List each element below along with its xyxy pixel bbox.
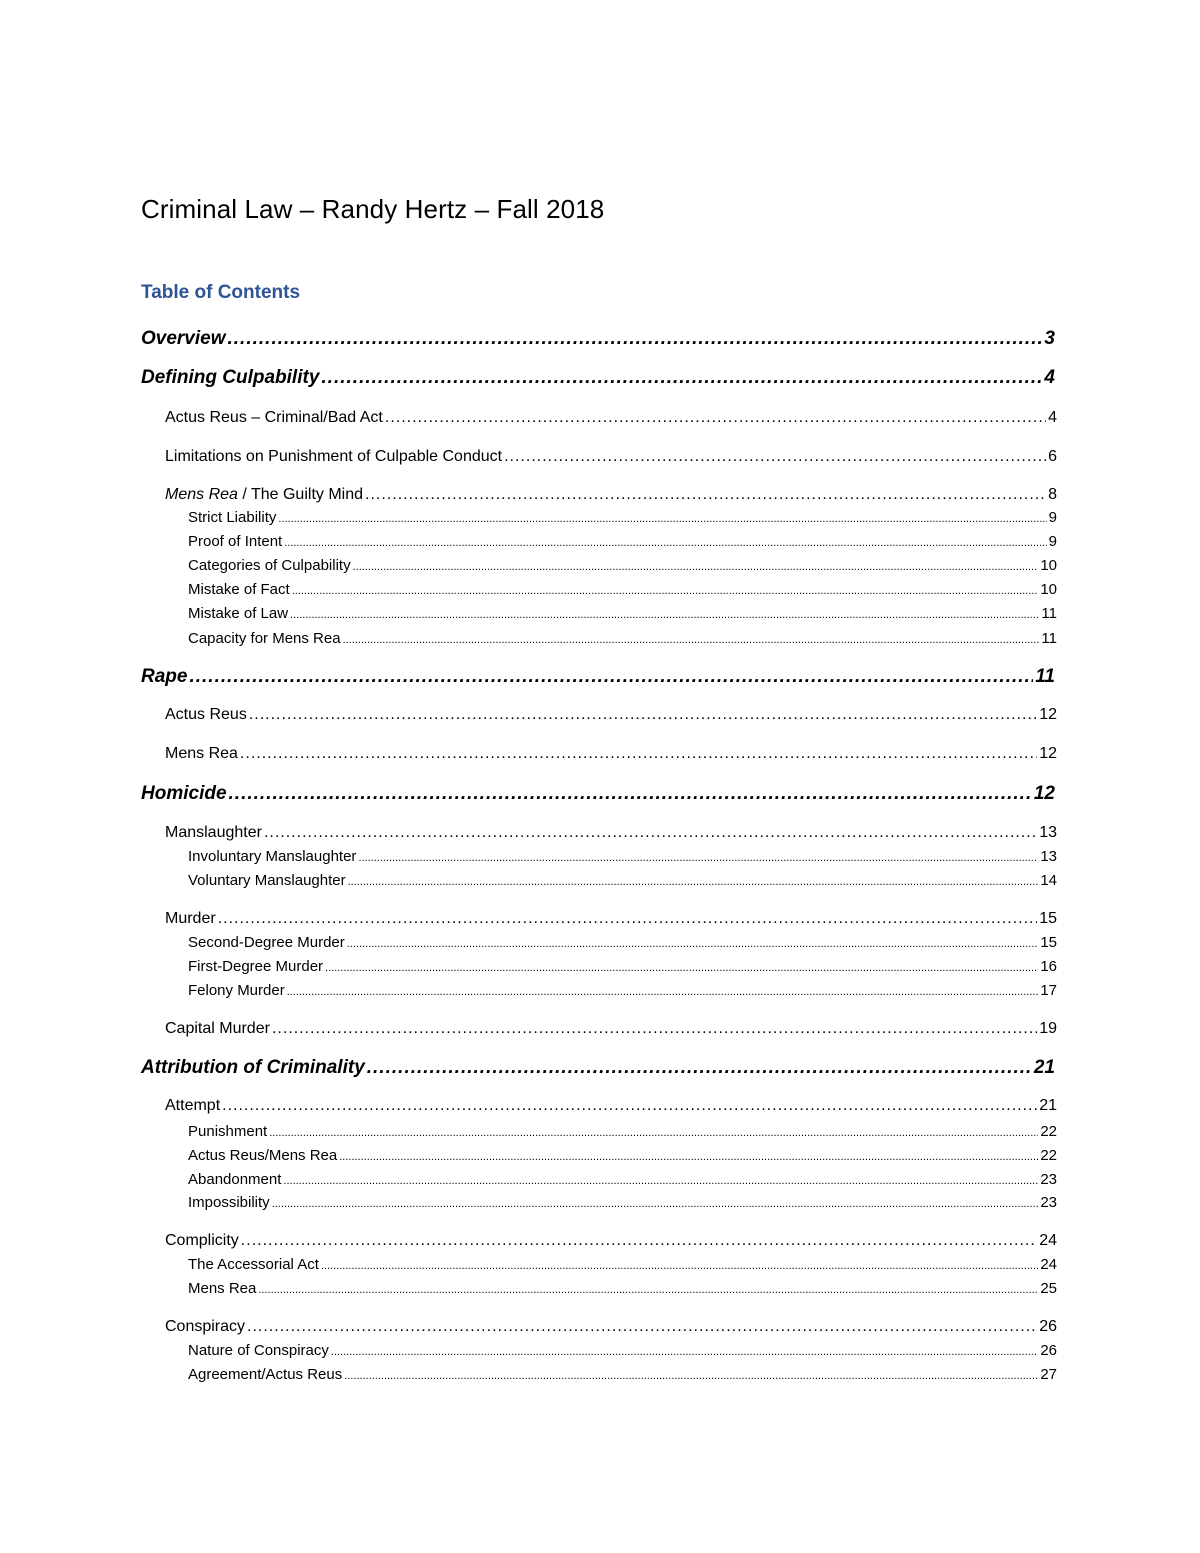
toc-heading: Table of Contents xyxy=(141,282,301,303)
toc-entry-label-rest: / The Guilty Mind xyxy=(237,486,364,503)
toc-dot-leader xyxy=(321,1260,1038,1272)
toc-dot-leader xyxy=(247,1318,1037,1336)
toc-dot-leader xyxy=(325,962,1038,974)
toc-page-number: 15 xyxy=(1040,934,1057,951)
toc-page-number: 11 xyxy=(1041,605,1057,622)
toc-page-number: 16 xyxy=(1040,958,1057,975)
toc-dot-leader xyxy=(218,910,1038,928)
toc-entry[interactable] xyxy=(165,706,1057,724)
toc-page-number: 13 xyxy=(1039,824,1057,841)
toc-page-number: 10 xyxy=(1040,557,1057,574)
toc-entry[interactable] xyxy=(165,486,1057,504)
toc-page-number: 22 xyxy=(1040,1123,1057,1140)
toc-entry-label: Nature of Conspiracy xyxy=(188,1342,329,1359)
toc-page-number: 13 xyxy=(1040,848,1057,865)
toc-entry[interactable] xyxy=(165,910,1057,928)
toc-page-number: 4 xyxy=(1048,409,1057,426)
toc-dot-leader xyxy=(358,852,1038,864)
toc-dot-leader xyxy=(222,1097,1037,1115)
toc-dot-leader xyxy=(343,634,1040,646)
toc-entry-label: Capital Murder xyxy=(165,1020,270,1037)
toc-entry-label: Defining Culpability xyxy=(141,367,320,388)
toc-entry-label: Abandonment xyxy=(188,1171,282,1188)
toc-entry-label: Actus Reus/Mens Rea xyxy=(188,1147,338,1164)
toc-dot-leader xyxy=(365,486,1046,504)
toc-entry[interactable] xyxy=(188,958,1057,975)
toc-dot-leader xyxy=(249,706,1037,724)
toc-entry[interactable] xyxy=(188,1256,1057,1273)
toc-page-number: 11 xyxy=(1041,630,1057,647)
toc-page-number: 10 xyxy=(1040,581,1057,598)
document-title: Criminal Law – Randy Hertz – Fall 2018 xyxy=(141,194,605,224)
toc-entry[interactable] xyxy=(165,409,1057,427)
toc-page-number: 8 xyxy=(1048,486,1057,503)
toc-page-number: 26 xyxy=(1039,1318,1057,1335)
toc-entry[interactable] xyxy=(141,666,1055,688)
toc-dot-leader xyxy=(278,513,1046,525)
toc-entry[interactable] xyxy=(141,1057,1055,1079)
toc-entry[interactable] xyxy=(188,1342,1057,1359)
toc-dot-leader xyxy=(348,876,1039,888)
toc-entry-label: Punishment xyxy=(188,1123,268,1140)
toc-entry[interactable] xyxy=(165,1097,1057,1115)
toc-page-number: 23 xyxy=(1040,1171,1057,1188)
toc-entry-label: Agreement/Actus Reus xyxy=(188,1366,343,1383)
toc-dot-leader xyxy=(240,745,1037,763)
toc-entry[interactable] xyxy=(165,1232,1057,1250)
toc-entry-label: Rape xyxy=(141,666,188,687)
toc-entry[interactable] xyxy=(188,1123,1057,1140)
toc-page-number: 9 xyxy=(1048,533,1057,550)
toc-entry-label: Strict Liability xyxy=(188,509,277,526)
toc-entry-label: Limitations on Punishment of Culpable Conduct xyxy=(165,448,503,465)
toc-dot-leader xyxy=(241,1232,1037,1250)
toc-dot-leader xyxy=(339,1151,1038,1163)
toc-entry-label: Mistake of Law xyxy=(188,605,289,622)
toc-dot-leader xyxy=(258,1284,1038,1296)
toc-dot-leader xyxy=(272,1198,1039,1210)
toc-page-number: 19 xyxy=(1039,1020,1057,1037)
toc-entry-label: Second-Degree Murder xyxy=(188,934,345,951)
toc-dot-leader xyxy=(290,609,1039,621)
toc-dot-leader xyxy=(189,666,1033,688)
toc-entry-label: Impossibility xyxy=(188,1194,270,1211)
toc-entry[interactable] xyxy=(165,448,1057,466)
toc-entry[interactable] xyxy=(141,367,1055,389)
toc-dot-leader xyxy=(292,585,1039,597)
toc-dot-leader xyxy=(272,1020,1037,1038)
toc-entry-label: Complicity xyxy=(165,1232,239,1249)
toc-dot-leader xyxy=(264,824,1037,842)
toc-entry[interactable] xyxy=(188,533,1057,550)
toc-entry-label xyxy=(165,486,363,504)
toc-page-number: 11 xyxy=(1035,666,1055,687)
toc-dot-leader xyxy=(385,409,1046,427)
toc-page-number: 3 xyxy=(1044,328,1055,349)
toc-entry[interactable] xyxy=(165,1020,1057,1038)
toc-dot-leader xyxy=(284,537,1046,549)
toc-entry-label: Voluntary Manslaughter xyxy=(188,872,346,889)
toc-page-number: 6 xyxy=(1048,448,1057,465)
toc-page-number: 21 xyxy=(1039,1097,1057,1114)
toc-entry-label: Mistake of Fact xyxy=(188,581,290,598)
toc-entry-label: Actus Reus – Criminal/Bad Act xyxy=(165,409,383,426)
toc-entry-label: Capacity for Mens Rea xyxy=(188,630,341,647)
toc-entry[interactable] xyxy=(188,848,1057,865)
toc-dot-leader xyxy=(269,1127,1038,1139)
toc-entry[interactable] xyxy=(188,934,1057,951)
toc-entry-label: Murder xyxy=(165,910,216,927)
toc-entry-label: Actus Reus xyxy=(165,706,247,723)
toc-entry[interactable] xyxy=(188,630,1057,647)
toc-page-number: 23 xyxy=(1040,1194,1057,1211)
toc-entry-label-italic: Mens Rea xyxy=(165,486,238,503)
toc-dot-leader xyxy=(344,1370,1038,1382)
toc-page-number: 22 xyxy=(1040,1147,1057,1164)
toc-entry-label: Felony Murder xyxy=(188,982,285,999)
toc-page-number: 12 xyxy=(1039,706,1057,723)
toc-page-number: 14 xyxy=(1040,872,1057,889)
toc-entry[interactable] xyxy=(188,509,1057,526)
toc-page-number: 25 xyxy=(1040,1280,1057,1297)
toc-entry[interactable] xyxy=(188,872,1057,889)
toc-entry[interactable] xyxy=(141,328,1055,350)
toc-entry[interactable] xyxy=(165,824,1057,842)
toc-page-number: 24 xyxy=(1039,1232,1057,1249)
toc-page-number: 15 xyxy=(1039,910,1057,927)
toc-dot-leader xyxy=(504,448,1046,466)
toc-entry-label: Involuntary Manslaughter xyxy=(188,848,357,865)
toc-entry-label: Categories of Culpability xyxy=(188,557,351,574)
toc-entry[interactable] xyxy=(141,783,1055,805)
toc-entry[interactable] xyxy=(188,982,1057,999)
toc-entry[interactable] xyxy=(165,1318,1057,1336)
toc-entry[interactable] xyxy=(188,1366,1057,1383)
toc-dot-leader xyxy=(347,938,1039,950)
toc-entry-label: Mens Rea xyxy=(188,1280,257,1297)
toc-entry-label: Proof of Intent xyxy=(188,533,283,550)
toc-page-number: 24 xyxy=(1040,1256,1057,1273)
toc-entry[interactable] xyxy=(188,557,1057,574)
toc-page-number: 12 xyxy=(1033,783,1055,804)
toc-dot-leader xyxy=(283,1175,1038,1187)
toc-dot-leader xyxy=(321,367,1042,389)
toc-entry-label: Overview xyxy=(141,328,226,349)
toc-page-number: 17 xyxy=(1040,982,1057,999)
toc-entry-label: Homicide xyxy=(141,783,227,804)
toc-entry-label: Attempt xyxy=(165,1097,221,1114)
toc-page-number: 27 xyxy=(1040,1366,1057,1383)
toc-entry[interactable] xyxy=(188,1194,1057,1211)
toc-entry-label: First-Degree Murder xyxy=(188,958,324,975)
toc-entry[interactable] xyxy=(188,1147,1057,1164)
toc-page-number: 26 xyxy=(1040,1342,1057,1359)
toc-dot-leader xyxy=(228,328,1043,350)
toc-entry-label: Attribution of Criminality xyxy=(141,1057,365,1078)
toc-entry-label: The Accessorial Act xyxy=(188,1256,319,1273)
toc-entry-label: Mens Rea xyxy=(165,745,238,762)
toc-entry[interactable] xyxy=(188,1171,1057,1188)
toc-dot-leader xyxy=(367,1057,1032,1079)
toc-page-number: 12 xyxy=(1039,745,1057,762)
toc-entry[interactable] xyxy=(188,1280,1057,1297)
toc-dot-leader xyxy=(287,986,1039,998)
toc-entry-label: Conspiracy xyxy=(165,1318,246,1335)
toc-dot-leader xyxy=(229,783,1032,805)
toc-page-number: 4 xyxy=(1044,367,1055,388)
toc-entry[interactable] xyxy=(188,581,1057,598)
toc-dot-leader xyxy=(353,561,1039,573)
toc-entry[interactable] xyxy=(165,745,1057,763)
toc-dot-leader xyxy=(331,1346,1038,1358)
toc-page-number: 21 xyxy=(1033,1057,1055,1078)
toc-entry-label: Manslaughter xyxy=(165,824,262,841)
toc-entry[interactable] xyxy=(188,605,1057,622)
toc-page-number: 9 xyxy=(1048,509,1057,526)
